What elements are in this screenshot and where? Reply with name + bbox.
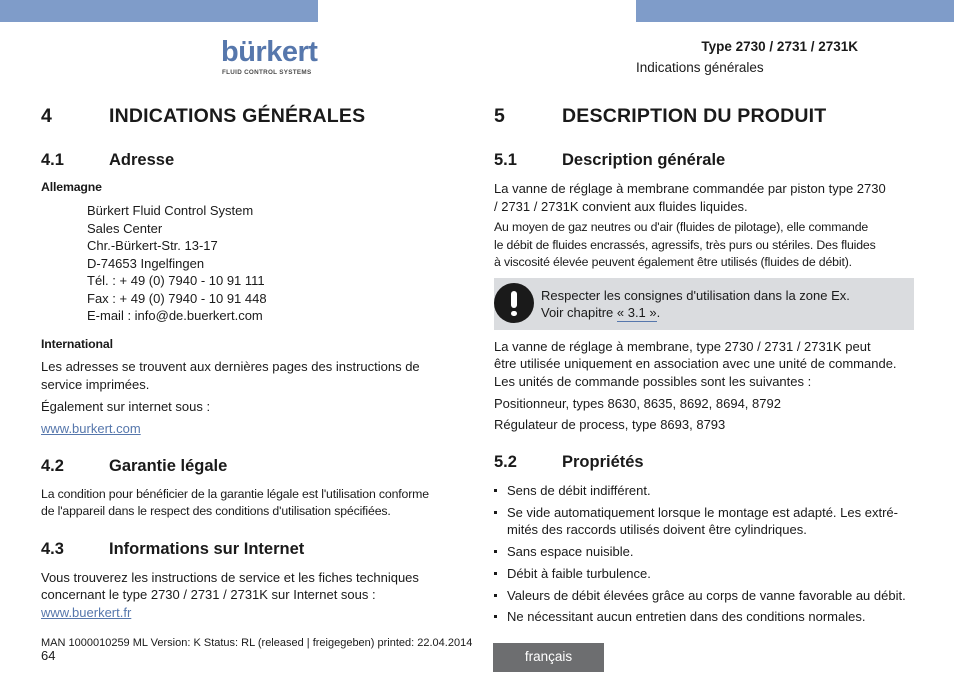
bullet-icon — [494, 489, 497, 492]
chapter-title: INDICATIONS GÉNÉRALES — [109, 105, 366, 127]
list-item-text: Sans espace nuisible. — [507, 544, 634, 559]
section-number: 4.2 — [41, 457, 64, 475]
page-number: 64 — [41, 648, 56, 663]
section-title: Description générale — [562, 151, 726, 169]
bullet-icon — [494, 572, 497, 575]
list-item-text: Se vide automatiquement lorsque le montage est adapté. Les extré- — [507, 505, 898, 520]
address-block — [87, 202, 267, 325]
warranty-text-line-1: La condition pour bénéficier de la garantie légale est l'utilisation conforme — [41, 487, 429, 501]
address-line: D-74653 Ingelfingen — [87, 255, 205, 271]
positioner-types: Positionneur, types 8630, 8635, 8692, 8694, 8792 — [494, 396, 781, 411]
document-print-info: MAN 1000010259 ML Version: K Status: RL (released | freigegeben) printed: 22.04.2014 — [41, 637, 473, 649]
warranty-text-line-2: de l'appareil dans le respect des conditions d'utilisation spécifiées. — [41, 504, 391, 518]
internet-info-line-1: Vous trouverez les instructions de service et les fiches techniques — [41, 570, 419, 585]
burkert-website-link[interactable]: www.burkert.com — [41, 421, 141, 436]
address-line: Tél. : + 49 (0) 7940 - 10 91 111 — [87, 273, 265, 288]
logo-tagline: FLUID CONTROL SYSTEMS — [222, 69, 312, 76]
logo-wordmark: bürkert — [221, 36, 318, 68]
internet-info-line-2: concernant le type 2730 / 2731 / 2731K sur Internet sous : — [41, 587, 376, 602]
list-item-text: Débit à faible turbulence. — [507, 566, 651, 581]
chapter-3-1-link[interactable]: « 3.1 » — [616, 305, 657, 320]
internet-label: Également sur internet sous : — [41, 399, 211, 414]
international-text-line-2: service imprimées. — [41, 377, 150, 392]
section-number: 5.2 — [494, 453, 517, 471]
description-p3-line-1: La vanne de réglage à membrane, type 2730 / 2731 / 2731K peut — [494, 339, 871, 354]
buerkert-fr-link[interactable]: www.buerkert.fr — [41, 605, 132, 620]
chapter-number: 4 — [41, 105, 53, 127]
bullet-icon — [494, 511, 497, 514]
address-line: Fax : + 49 (0) 7940 - 10 91 448 — [87, 290, 267, 306]
warning-note-reference — [541, 305, 660, 320]
language-tab — [493, 643, 604, 672]
document-type: Type 2730 / 2731 / 2731K — [701, 39, 858, 54]
chapter-number: 5 — [494, 105, 506, 127]
section-title: Adresse — [109, 151, 175, 169]
section-title: Garantie légale — [109, 457, 228, 475]
section-title: Informations sur Internet — [109, 540, 305, 558]
address-line: Chr.-Bürkert-Str. 13-17 — [87, 238, 218, 253]
description-p2-line-1: Au moyen de gaz neutres ou d'air (fluides de pilotage), elle commande — [494, 220, 869, 234]
description-p2-line-3: à viscosité élevée peuvent également être utilisés (fluides de débit). — [494, 255, 852, 269]
description-p2-line-2: le débit de fluides encrassés, agressifs, très purs ou stériles. Des fluides — [494, 238, 876, 252]
international-label: International — [41, 337, 113, 351]
description-p3-line-2: être utilisée uniquement en association avec une unité de commande. — [494, 356, 897, 371]
section-number: 5.1 — [494, 151, 517, 169]
reference-suffix: . — [656, 305, 661, 320]
warning-exclamation-icon — [494, 283, 534, 323]
address-line: Sales Center — [87, 220, 163, 236]
bullet-icon — [494, 550, 497, 553]
warning-note-text: Respecter les consignes d'utilisation dans la zone Ex. — [541, 288, 850, 303]
address-line: E-mail : info@de.buerkert.com — [87, 308, 263, 323]
list-item-text: Sens de débit indifférent. — [507, 483, 651, 498]
section-number: 4.3 — [41, 540, 64, 558]
international-text-line-1: Les adresses se trouvent aux dernières pages des instructions de — [41, 359, 420, 374]
bullet-icon — [494, 615, 497, 618]
description-p1-line-2: / 2731 / 2731K convient aux fluides liquides. — [494, 199, 748, 214]
list-item-text: Valeurs de débit élevées grâce au corps de vanne favorable au débit. — [507, 588, 906, 603]
process-controller-types: Régulateur de process, type 8693, 8793 — [494, 417, 726, 432]
document-section: Indications générales — [636, 60, 764, 75]
header-accent-bar-right — [636, 0, 954, 22]
germany-label: Allemagne — [41, 180, 102, 194]
section-number: 4.1 — [41, 151, 64, 169]
language-label: français — [524, 649, 573, 664]
description-p1-line-1: La vanne de réglage à membrane commandée par piston type 2730 — [494, 181, 886, 196]
description-p3-line-3: Les unités de commande possibles sont les suivantes : — [494, 374, 812, 389]
list-item-text: mités des raccords utilisés doivent être cylindriques. — [507, 522, 807, 537]
header-accent-bar-left — [0, 0, 318, 22]
bullet-icon — [494, 594, 497, 597]
warning-note-box — [494, 278, 914, 330]
list-item-text: Ne nécessitant aucun entretien dans des conditions normales. — [507, 609, 866, 624]
burkert-logo — [221, 36, 321, 80]
section-title: Propriétés — [562, 453, 644, 471]
chapter-title: DESCRIPTION DU PRODUIT — [562, 105, 827, 127]
reference-prefix: Voir chapitre — [541, 305, 617, 320]
address-line: Bürkert Fluid Control System — [87, 203, 254, 218]
